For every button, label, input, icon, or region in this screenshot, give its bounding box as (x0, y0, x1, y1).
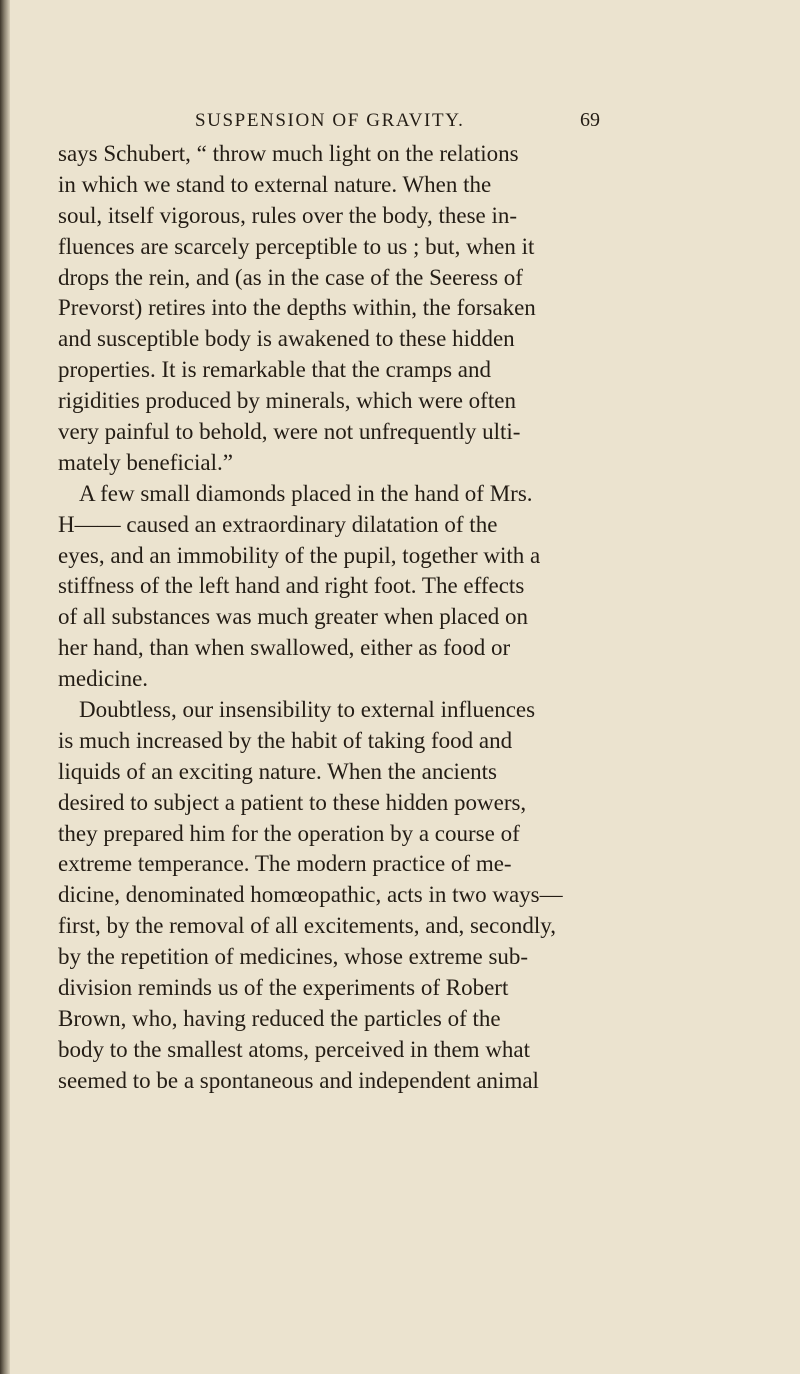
text-line: extreme temperance. The modern practice of me- (58, 851, 512, 877)
text-line: properties. It is remarkable that the cramps and (58, 357, 492, 383)
text-line: her hand, than when swallowed, either as food or (58, 635, 511, 661)
text-line: dicine, denominated homœopathic, acts in two ways— (58, 882, 563, 908)
text-line: very painful to behold, were not unfrequently ulti- (58, 419, 521, 445)
text-line: stiffness of the left hand and right foot. The effects (58, 573, 525, 599)
text-line: liquids of an exciting nature. When the ancients (58, 758, 497, 784)
text-line: drops the rein, and (as in the case of the Seeress of (58, 264, 523, 290)
text-line: Prevorst) retires into the depths within, the forsaken (58, 295, 536, 321)
paragraph-start-line: Doubtless, our insensibility to external influences (79, 697, 536, 723)
text-line: mately beneficial.” (58, 449, 233, 475)
text-line: they prepared him for the operation by a course of (58, 820, 520, 846)
page-binding-edge (0, 0, 10, 1374)
text-line: fluences are scarcely perceptible to us ; but, when it (58, 233, 535, 259)
page-number: 69 (580, 109, 600, 131)
text-line: seemed to be a spontaneous and independent animal (58, 1067, 539, 1093)
text-line: rigidities produced by minerals, which were often (58, 388, 516, 414)
text-line: eyes, and an immobility of the pupil, together with a (58, 542, 541, 568)
text-line: desired to subject a patient to these hidden powers, (58, 789, 527, 815)
text-line: body to the smallest atoms, perceived in them what (58, 1036, 531, 1062)
text-line: Brown, who, having reduced the particles of the (58, 1005, 501, 1031)
text-line: in which we stand to external nature. When the (58, 171, 492, 197)
paragraph-start-line: A few small diamonds placed in the hand of Mrs. (79, 480, 533, 506)
running-head: SUSPENSION OF GRAVITY. (195, 110, 465, 131)
text-line: first, by the removal of all excitements, and, secondly, (58, 913, 556, 939)
text-line: by the repetition of medicines, whose extreme sub- (58, 944, 529, 970)
text-line: of all substances was much greater when placed on (58, 604, 529, 630)
page-header (195, 110, 600, 140)
body-text (58, 139, 798, 1097)
text-line: says Schubert, “ throw much light on the relations (58, 141, 519, 166)
text-line: division reminds us of the experiments of Robert (58, 975, 509, 1001)
text-line: and susceptible body is awakened to these hidden (58, 326, 515, 352)
text-line: medicine. (58, 666, 149, 692)
text-line: is much increased by the habit of taking food and (58, 727, 513, 753)
text-line: soul, itself vigorous, rules over the body, these in- (58, 202, 518, 228)
text-line: H—— caused an extraordinary dilatation of the (58, 511, 498, 537)
